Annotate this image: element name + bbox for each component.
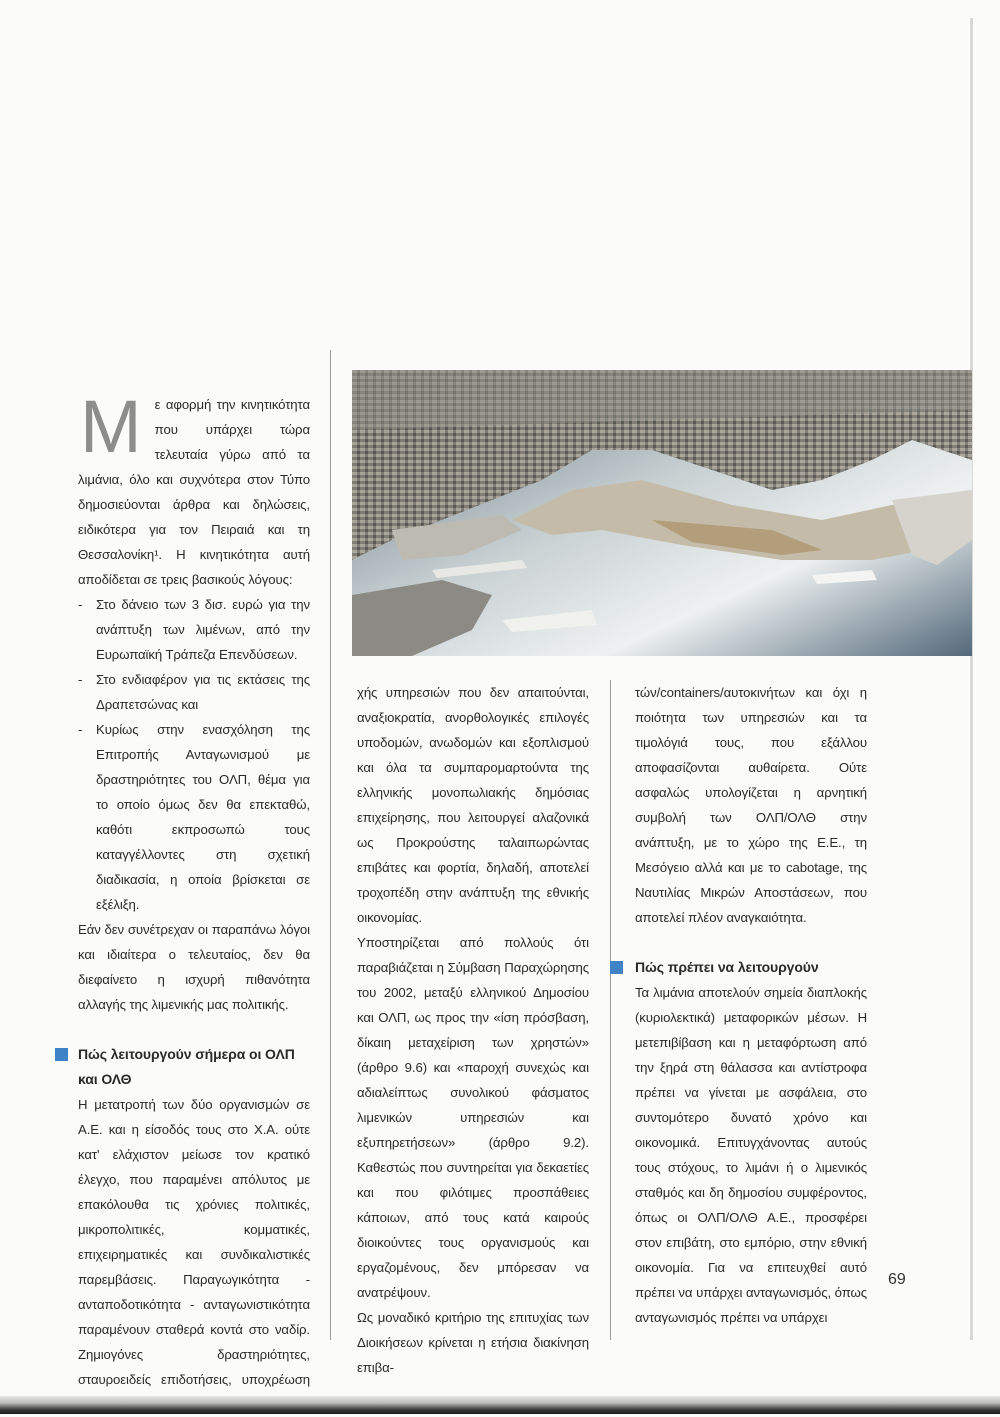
section-heading-how-to-operate — [635, 955, 867, 980]
section-heading-current-operation — [78, 1042, 310, 1092]
section2-text: Τα λιμάνια αποτελούν σημεία διαπλοκής (κυριολεκτικά) μεταφορικών μέσων. Η μετεπιβίβαση και η μεταφόρτωση από την ξηρά στη θάλασσα και αντίστροφα πρέπει να γίνεται με ασφάλεια, στο συντομότερο δυνατό χρόνο και οικονομικά. Επιτυγχάνοντας αυτούς τους στόχους, το λιμάνι ή ο λιμενικός σταθμός και δη δημοσίου συμφέροντος, όπως οι ΟΛΠ/ΟΛΘ Α.Ε., προσφέρει στον επιβάτη, στο εμπόριο, στην εθνική οικονομία. Για να επιτευχθεί αυτό πρέπει να υπάρχει ανταγωνισμός, όπως ανταγωνισμός πρέπει να υπάρχει — [635, 985, 867, 1325]
column-divider-left — [330, 350, 331, 1340]
intro-paragraph — [78, 385, 310, 592]
heading-marker-square — [610, 961, 623, 974]
section1-criteria-paragraph: Ως μοναδικό κριτήριο της επιτυχίας των Διοικήσεων κρίνεται η ετήσια διακίνηση επιβα- — [357, 1310, 589, 1375]
drop-cap: Μ — [80, 385, 141, 468]
list-item: - Στο δάνειο των 3 δισ. ευρώ για την ανάπτυξη των λιμένων, από την Ευρωπαϊκή Τράπεζα Επενδύσεων. — [78, 592, 310, 667]
intro-closing-text: Εάν δεν συνέτρεχαν οι παραπάνω λόγοι και ιδιαίτερα ο τελευταίος, δεν θα διεφαίνετο η ισχυρή πιθανότητα αλλαγής της λιμενικής μας πολιτικής. — [78, 922, 310, 1012]
section1-text: Η μετατροπή των δύο οργανισμών σε Α.Ε. και η είσοδός τους στο Χ.Α. ούτε κατ' ελάχιστον μείωσε τον κρατικό έλεγχο, που παραμένει απόλυτος με επακόλουθα τις χρόνιες πολιτικές, μικροπολιτικές, κομματικές, επιχειρηματικές και συνδικαλιστικές παρεμβάσεις. Παραγωγικότητα - ανταποδοτικότητα - ανταγωνιστικότητα παραμένουν σταθερά κοντά στο ναδίρ. Ζημιογόνες δραστηριότητες, σταυροειδείς επιδοτήσεις, υποχρέωση — [78, 1097, 310, 1387]
heading-text: Πώς πρέπει να λειτουργούν — [635, 959, 819, 975]
harbor-aerial-photo — [352, 370, 972, 656]
page-edge — [970, 18, 973, 1340]
heading-text: Πώς λειτουργούν σήμερα οι ΟΛΠ και ΟΛΘ — [78, 1046, 295, 1087]
column-2 — [357, 680, 589, 1380]
column-3 — [635, 680, 867, 1330]
scan-bottom-edge — [0, 1396, 1000, 1414]
intro-text: ε αφορμή την κινητικότητα που υπάρχει τώρα τελευταία γύρω από τα λιμάνια, όλο και συχνότερα στον Τύπο δημοσιεύονται άρθρα και δηλώσεις, ειδικότερα για τον Πειραιά και τη Θεσσαλονίκη¹. Η κινητικότητα αυτή αποδίδεται σε τρεις βασικούς λόγους: — [78, 397, 310, 587]
column-divider-right — [610, 680, 611, 1340]
section1-concession-paragraph: Υποστηρίζεται από πολλούς ότι παραβιάζεται η Σύμβαση Παραχώρησης του 2002, μεταξύ ελληνικού Δημοσίου και ΟΛΠ, ως προς την «ίση πρόσβαση, δίκαιη μεταχείριση των χρηστών» (άρθρο 9.6) και «παροχή συνεχώς και αδιαλείπτως συνολικού φάσματος λιμενικών υπηρεσιών και εξυπηρετήσεων» (άρθρο 9.2). Καθεστώς που συντηρείται για δεκαετίες και που φιλότιμες προσπάθειες κάποιων, από τους κατά καιρούς διοικούντες τους οργανισμούς και εργαζομένους, δεν μπόρεσαν να ανατρέψουν. — [357, 935, 589, 1300]
section1-ending: τών/containers/αυτοκινήτων και όχι η ποιότητα των υπηρεσιών και τα τιμολόγιά τους, που εξάλλου αποφασίζονται αυθαίρετα. Ούτε ασφαλώς υπολογίζεται η αρνητική συμβολή των ΟΛΠ/ΟΛΘ στην ανάπτυξη, με το χώρο της Ε.Ε., τη Μεσόγειο αλλά και με το cabotage, της Ναυτιλίας Μικρών Αποστάσεων, που αποτελεί πλέον αναγκαιότητα. — [635, 685, 867, 925]
reasons-list — [78, 592, 310, 917]
list-item: - Κυρίως στην ενασχόληση της Επιτροπής Ανταγωνισμού με δραστηριότητες του ΟΛΠ, θέμα για το οποίο όμως δεν θα επεκταθώ, καθότι εκπροσωπώ τους καταγγέλλοντες στη σχετική διαδικασία, η οποία βρίσκεται σε εξέλιξη. — [78, 717, 310, 917]
list-item: - Στο ενδιαφέρον για τις εκτάσεις της Δραπετσώνας και — [78, 667, 310, 717]
heading-marker-square — [55, 1048, 68, 1061]
section1-continuation: χής υπηρεσιών που δεν απαιτούνται, αναξιοκρατία, ανορθολογικές επιλογές υποδομών, ανωδομών και εξοπλισμού και όλα τα συμπαρομαρτούντα της ελληνικής μονοπωλιακής δημόσιας επιχείρησης, που λειτουργεί αλαζονικά ως Προκρούστης ταλαιπωρώντας επιβάτες και φορτία, δηλαδή, αποτελεί τροχοπέδη στην ανάπτυξη της εθνικής οικονομίας. — [357, 685, 589, 925]
page-number: 69 — [888, 1271, 906, 1288]
column-1 — [78, 385, 310, 1417]
